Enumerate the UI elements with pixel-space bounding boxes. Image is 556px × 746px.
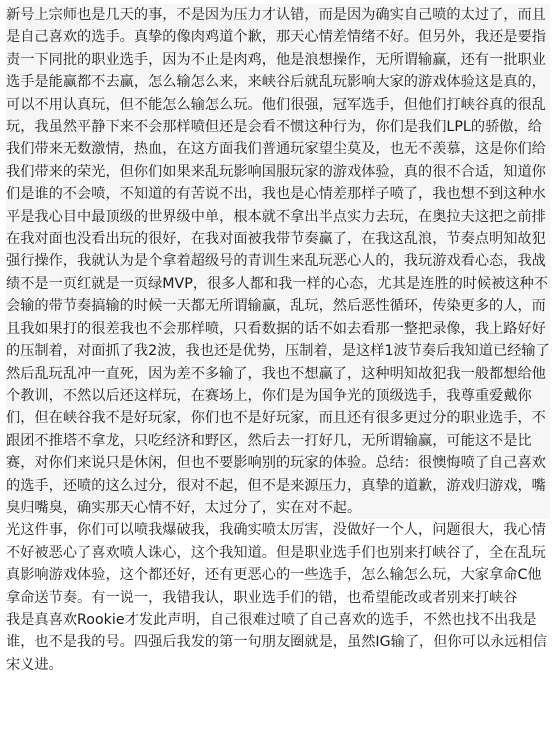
statement-paragraph-2: 光这件事，你们可以喷我爆破我，我确实喷太厉害，没做好一个人，问题很大，我心情不好被恶心了喜欢喷人诛心，这个我知道。但是职业选手们也别来打峡谷了，全在乱玩真影响游戏体验，这个都还好，还有更恶心的一些选手，怎么输怎么玩，大家拿命C他拿命送节奏。有一说一，我错我认，职业选手们的错，也希望能改或者别来打峡谷 (6, 522, 546, 606)
statement-paragraph-1: 新号上宗师也是几天的事，不是因为压力才认错，而是因为确实自己喷的太过了，而且是自己喜欢的选手。真挚的像肉鸡道个歉，那天心情差情绪不好。但另外，我还是要指责一下同批的职业选手，因为不止是肉鸡，他是浪想操作，无所谓输赢，还有一批职业选手是能赢都不去赢，怎么输怎么来，来峡谷后就乱玩影响大家的游戏体验这是真的，可以不用认真玩，但不能怎么输怎么玩。他们很强，冠军选手，但他们打峡谷真的很乱玩，我虽然平静下来不会那样喷但还是会看不惯这种行为，你们是我们LPL的骄傲，给我们带来无数激情，热血，在这方面我们普通玩家望尘莫及，也无不羡慕，这是你们给我们带来的荣光，但你们如果来乱玩影响国服玩家的游戏体验，真的很不合适，知道你们是谁的不会喷，不知道的有苦说不出，我也是心情差那样子喷了，我也想不到这种水平是我心目中最顶级的世界级中单，根本就不拿出半点实力去玩，在奥拉夫这把之前排在我对面也没看出玩的很好，在我对面被我带节奏赢了，在我这乱浪，节奏点明知故犯强行操作，我就认为是个拿着超级号的青训生来乱玩恶心人的，我玩游戏看心态，我战绩不是一页红就是一页绿MVP，很多人都和我一样的心态，尤其是连胜的时候被这种不会输的带节奏搞输的时候一天都无所谓输赢，乱玩，然后恶性循环，传染更多的人，而且我如果打的很差我也不会那样喷，只看数据的话不如去看那一整把录像，我上路好好的压制着，对面抓了我2波，我也还是优势，压制着，是这样1波节奏后我知道已经输了然后乱玩乱冲一直死，因为差不多输了，我也不想赢了，这种明知故犯我一般都想给他个教训，不然以后还这样玩，在赛场上，你们是为国争光的顶级选手，我尊重爱戴你们，但在峡谷我不是好玩家，你们也不是好玩家，而且还有很多更过分的职业选手，不跟团不推塔不拿龙，只吃经济和野区，然后去一打好几，无所谓输赢，可能这不是比赛，对你们来说只是休闲，但也不要影响别的玩家的体验。总结：很懊悔喷了自己喜欢的选手，还喷的这么过分，很对不起，但不是来源压力，真挚的道歉，游戏归游戏，嘴臭归嘴臭，确实那天心情不好，太过分了，实在对不起。 (6, 4, 550, 519)
statement-paragraph-3: 我是真喜欢Rookie才发此声明，自己很难过喷了自己喜欢的选手，不然也找不出我是谁，也不是我的号。四强后我发的第一句朋友圈就是，虽然IG输了，但你可以永远相信宋义进。 (6, 611, 547, 673)
